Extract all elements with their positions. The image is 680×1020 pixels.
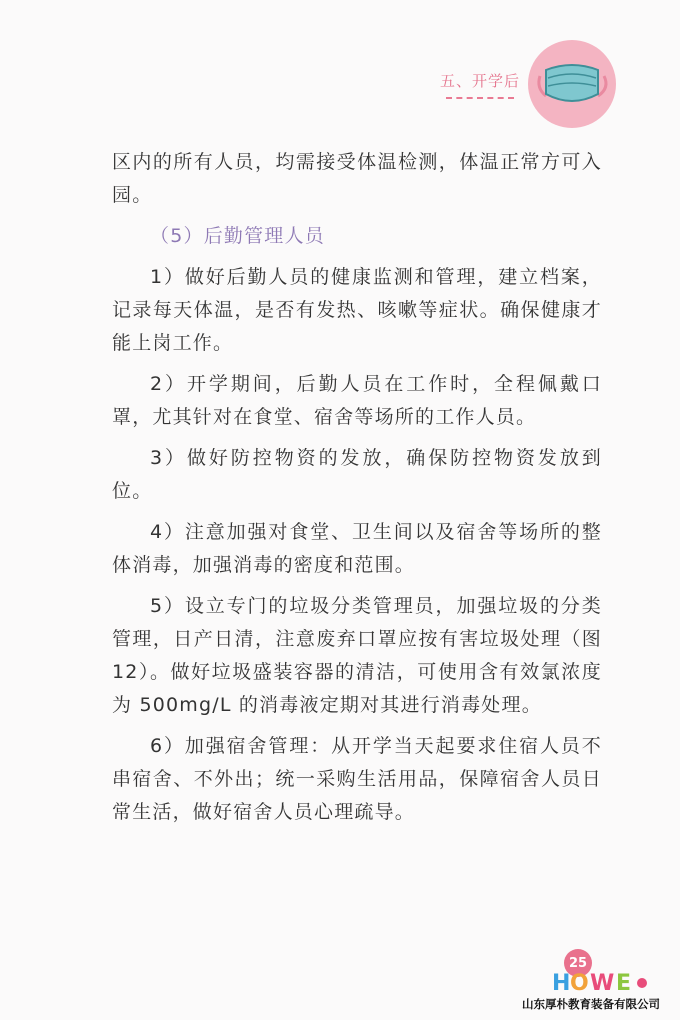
svg-text:O: O — [570, 971, 589, 996]
face-mask-icon — [526, 38, 618, 130]
section-divider — [446, 97, 514, 99]
page-number: 25 — [568, 956, 588, 971]
company-name: 山东厚朴教育装备有限公司 — [522, 997, 660, 1011]
paragraph-4: 4）注意加强对食堂、卫生间以及宿舍等场所的整体消毒，加强消毒的密度和范围。 — [112, 521, 602, 576]
company-logo — [550, 968, 660, 996]
body-text — [112, 146, 602, 837]
subheading-logistics: （5）后勤管理人员 — [150, 225, 325, 247]
paragraph-0: 区内的所有人员，均需接受体温检测，体温正常方可入园。 — [112, 151, 602, 206]
section-title: 五、开学后 — [440, 72, 521, 90]
paragraph-2: 2）开学期间，后勤人员在工作时，全程佩戴口罩，尤其针对在食堂、宿舍等场所的工作人员。 — [112, 373, 602, 428]
svg-text:W: W — [590, 971, 615, 996]
paragraph-5: 5）设立专门的垃圾分类管理员，加强垃圾的分类管理，日产日清，注意废弃口罩应按有害垃圾处理（图12）。做好垃圾盛装容器的清洁，可使用含有效氯浓度为 500mg/L 的消毒液定期对其进行消毒处理。 — [112, 595, 602, 716]
paragraph-3: 3）做好防控物资的发放，确保防控物资发放到位。 — [112, 447, 602, 502]
svg-text:H: H — [552, 971, 571, 996]
paragraph-6: 6）加强宿舍管理：从开学当天起要求住宿人员不串宿舍、不外出；统一采购生活用品，保障宿舍人员日常生活，做好宿舍人员心理疏导。 — [112, 735, 602, 823]
paragraph-1: 1）做好后勤人员的健康监测和管理，建立档案，记录每天体温，是否有发热、咳嗽等症状。确保健康才能上岗工作。 — [112, 266, 602, 354]
svg-text:E: E — [616, 971, 632, 996]
